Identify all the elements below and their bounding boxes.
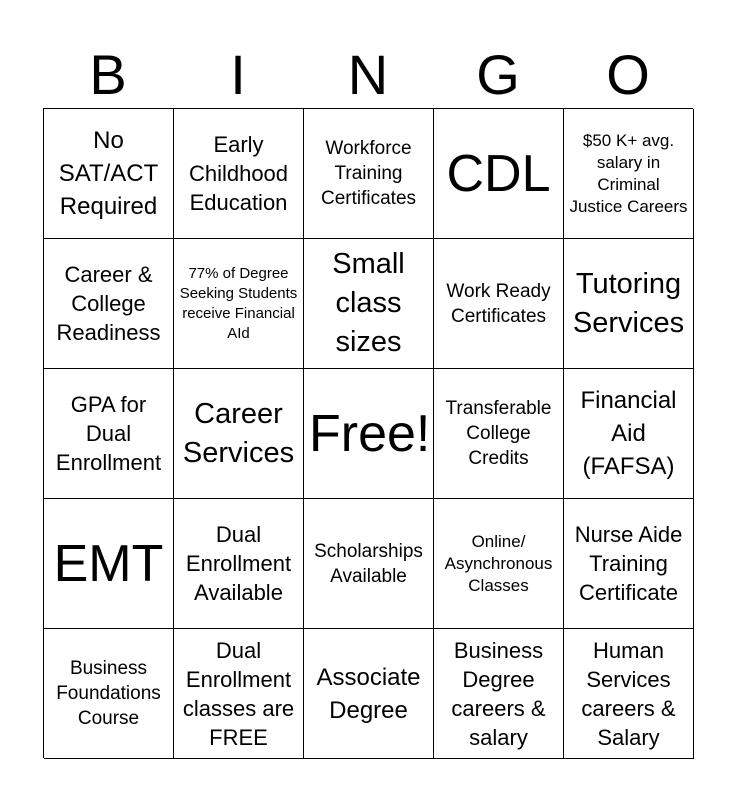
bingo-board: [43, 108, 693, 758]
bingo-cell-text: Human Services careers & Salary: [581, 637, 676, 750]
bingo-cell-text: Dual Enrollment Available: [185, 522, 292, 605]
bingo-cell-text: No SAT/ACT Required: [58, 127, 159, 220]
bingo-cell[interactable]: [304, 629, 434, 759]
bingo-cell-text: Nurse Aide Training Certificate: [574, 522, 683, 605]
bingo-cell[interactable]: [564, 499, 694, 629]
bingo-cell-text: Workforce Training Certificates: [320, 138, 417, 209]
bingo-cell-text: Transferable College Credits: [445, 398, 552, 469]
bingo-cell[interactable]: [304, 369, 434, 499]
bingo-cell[interactable]: [434, 109, 564, 239]
bingo-cell[interactable]: [434, 369, 564, 499]
bingo-cell-text: Associate Degree: [316, 663, 421, 724]
bingo-cell[interactable]: [434, 239, 564, 369]
header-letter-b: B: [89, 43, 127, 106]
bingo-cell-text: Dual Enrollment classes are FREE: [182, 637, 295, 750]
bingo-cell-text: Work Ready Certificates: [446, 280, 551, 327]
bingo-cell-text: 77% of Degree Seeking Students receive Financial AId: [179, 264, 298, 342]
bingo-cell[interactable]: [304, 499, 434, 629]
bingo-cell-text: Career & College Readiness: [56, 262, 161, 345]
bingo-cell[interactable]: [44, 239, 174, 369]
bingo-cell-text: Early Childhood Education: [188, 132, 289, 215]
bingo-cell[interactable]: [434, 629, 564, 759]
bingo-cell[interactable]: [564, 369, 694, 499]
bingo-cell-text: $50 K+ avg. salary in Criminal Justice Careers: [569, 130, 688, 216]
bingo-cell[interactable]: [44, 629, 174, 759]
bingo-cell-text: Business Degree careers & salary: [451, 637, 546, 750]
bingo-cell-text: Scholarships Available: [314, 540, 423, 587]
bingo-cell[interactable]: [174, 109, 304, 239]
bingo-cell-text: GPA for Dual Enrollment: [55, 392, 162, 475]
bingo-cell[interactable]: [174, 239, 304, 369]
bingo-cell-text: Financial Aid (FAFSA): [580, 387, 677, 480]
bingo-cell-text: Online/ Asynchronous Classes: [444, 531, 553, 595]
bingo-cell-text: Small class sizes: [332, 248, 405, 358]
bingo-cell-text: Business Foundations Course: [56, 658, 161, 729]
bingo-cell[interactable]: [44, 369, 174, 499]
bingo-cell-text: Free!: [309, 404, 431, 463]
bingo-cell[interactable]: [44, 109, 174, 239]
bingo-cell[interactable]: [434, 499, 564, 629]
header-letter-n: N: [347, 43, 389, 106]
bingo-cell[interactable]: [174, 499, 304, 629]
bingo-cell-text: CDL: [446, 144, 551, 203]
bingo-cell[interactable]: [304, 109, 434, 239]
bingo-cell[interactable]: [564, 239, 694, 369]
bingo-header: [43, 40, 693, 108]
bingo-cell-text: EMT: [53, 534, 164, 593]
bingo-cell-text: Tutoring Services: [572, 267, 685, 339]
bingo-cell[interactable]: [174, 369, 304, 499]
bingo-cell[interactable]: [174, 629, 304, 759]
bingo-cell-text: Career Services: [182, 397, 295, 469]
header-letter-g: G: [476, 43, 520, 106]
bingo-cell[interactable]: [304, 239, 434, 369]
bingo-cell[interactable]: [564, 629, 694, 759]
bingo-cell[interactable]: [44, 499, 174, 629]
header-letter-i: I: [230, 43, 246, 106]
bingo-cell[interactable]: [564, 109, 694, 239]
header-letter-o: O: [606, 43, 650, 106]
